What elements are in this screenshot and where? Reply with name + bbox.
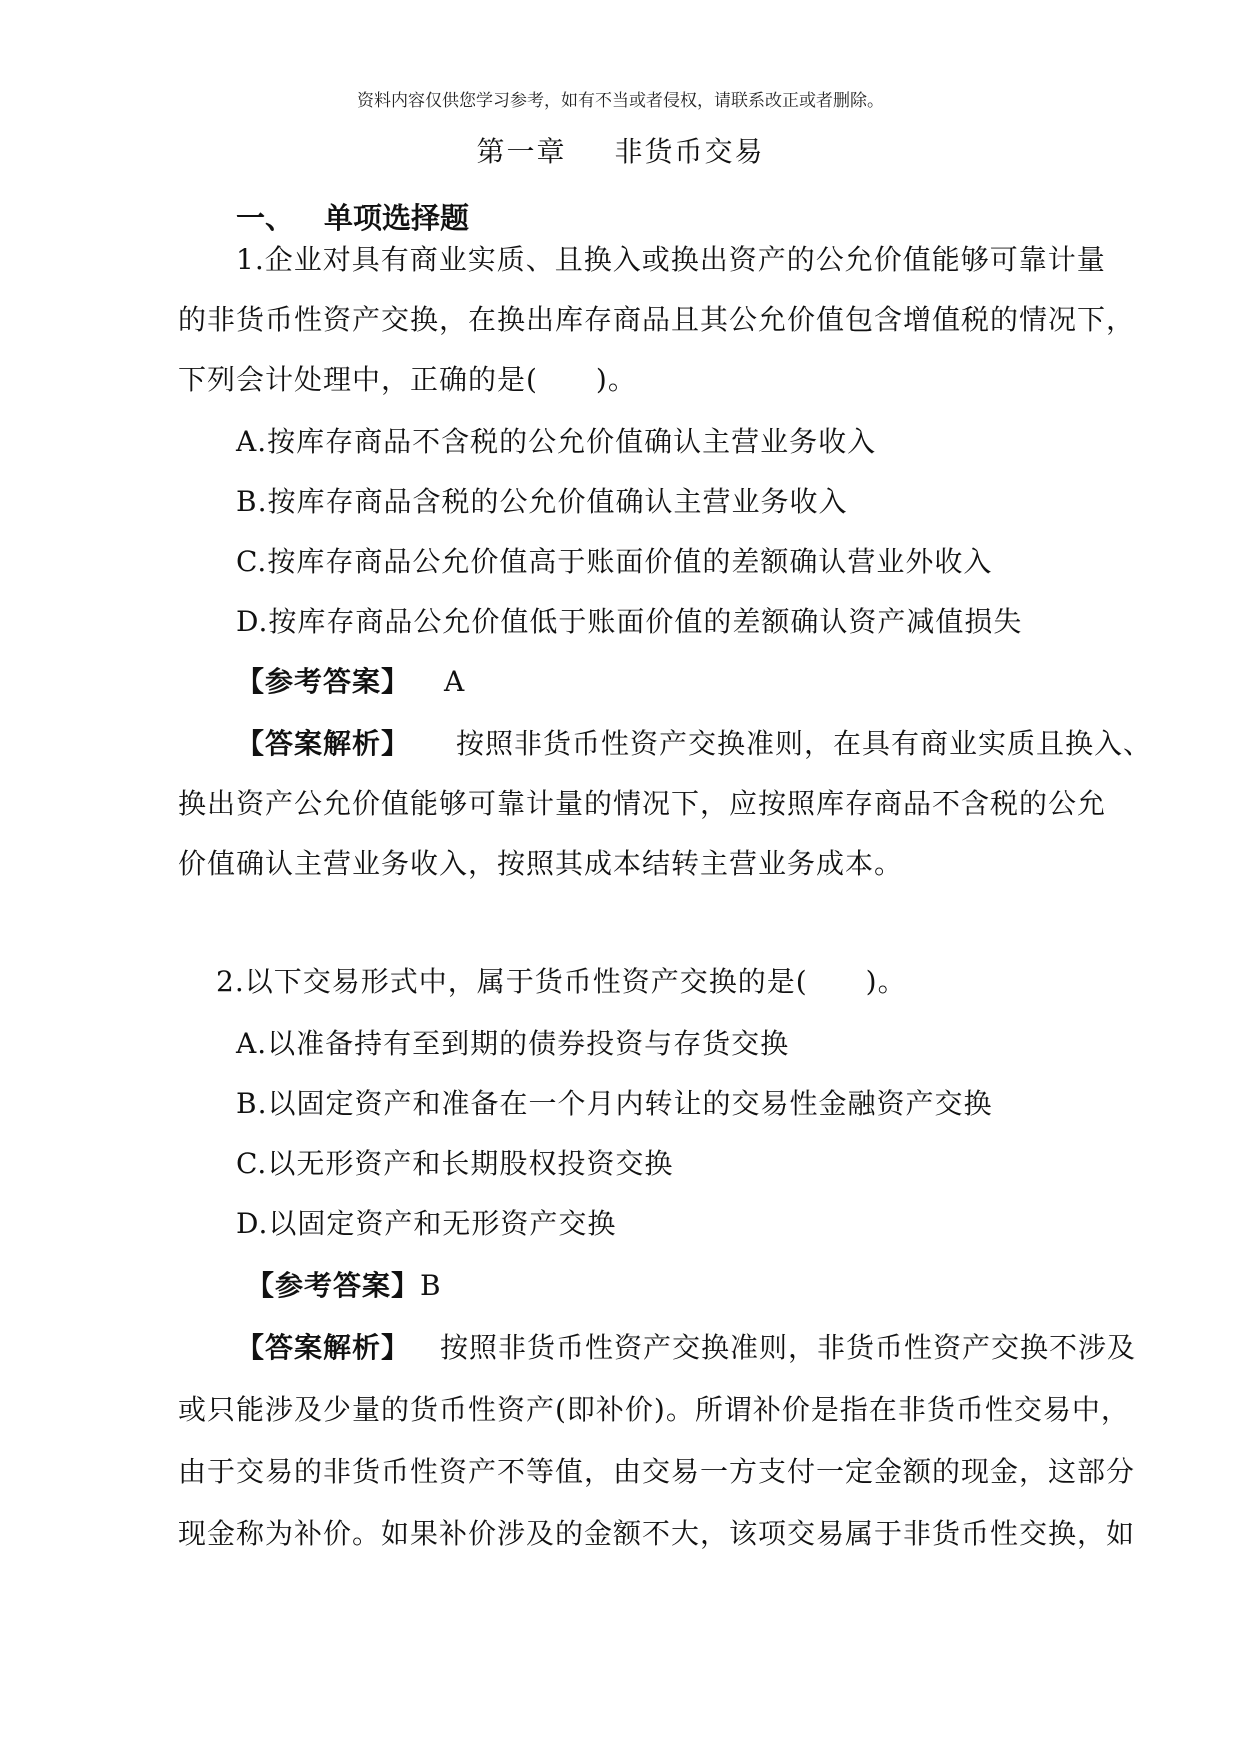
- chapter-number: 第一章: [476, 135, 567, 168]
- answer-label: 【参考答案】: [236, 665, 411, 698]
- option-c: C.以无形资产和长期股权投资交换: [236, 1147, 674, 1180]
- analysis-label: 【答案解析】: [236, 727, 411, 760]
- answer-value: A: [444, 665, 466, 698]
- option-b: B.按库存商品含税的公允价值确认主营业务收入: [236, 485, 848, 518]
- chapter-title: 非货币交易: [614, 135, 765, 168]
- reference-answer: [246, 1264, 442, 1304]
- question-stem-line: 下列会计处理中，正确的是( )。: [178, 363, 637, 396]
- analysis-line: 由于交易的非货币性资产不等值，由交易一方支付一定金额的现金，这部分: [178, 1455, 1136, 1488]
- option-b: B.以固定资产和准备在一个月内转让的交易性金融资产交换: [236, 1087, 993, 1120]
- analysis-line: 按照非货币性资产交换准则，在具有商业实质且换入、: [456, 727, 1153, 760]
- chapter-heading: [0, 130, 1241, 170]
- question-stem-line: 1.企业对具有商业实质、且换入或换出资产的公允价值能够可靠计量: [236, 243, 1106, 276]
- answer-analysis: [236, 722, 1152, 762]
- answer-label: 【参考答案】: [246, 1269, 421, 1302]
- copyright-disclaimer: 资料内容仅供您学习参考，如有不当或者侵权，请联系改正或者删除。: [357, 91, 884, 111]
- section-heading: [236, 196, 469, 237]
- section-number: 一、: [236, 201, 295, 235]
- option-a: A.以准备持有至到期的债券投资与存货交换: [236, 1027, 790, 1060]
- question-stem-line: 的非货币性资产交换，在换出库存商品且其公允价值包含增值税的情况下，: [178, 303, 1136, 336]
- option-c: C.按库存商品公允价值高于账面价值的差额确认营业外收入: [236, 545, 993, 578]
- analysis-line: 按照非货币性资产交换准则，非货币性资产交换不涉及: [440, 1331, 1137, 1364]
- analysis-line: 换出资产公允价值能够可靠计量的情况下，应按照库存商品不含税的公允: [178, 787, 1107, 820]
- section-title: 单项选择题: [324, 201, 470, 235]
- option-d: D.按库存商品公允价值低于账面价值的差额确认资产减值损失: [236, 605, 1023, 638]
- answer-value: B: [420, 1269, 442, 1302]
- analysis-line: 或只能涉及少量的货币性资产(即补价)。所谓补价是指在非货币性交易中，: [178, 1393, 1130, 1426]
- answer-analysis: [236, 1326, 1136, 1366]
- question-stem-line: 2.以下交易形式中，属于货币性资产交换的是( )。: [216, 965, 907, 998]
- analysis-line: 现金称为补价。如果补价涉及的金额不大，该项交易属于非货币性交换，如: [178, 1517, 1136, 1550]
- analysis-label: 【答案解析】: [236, 1331, 411, 1364]
- option-d: D.以固定资产和无形资产交换: [236, 1207, 617, 1240]
- reference-answer: [236, 660, 465, 700]
- option-a: A.按库存商品不含税的公允价值确认主营业务收入: [236, 425, 877, 458]
- analysis-line: 价值确认主营业务收入，按照其成本结转主营业务成本。: [178, 847, 904, 880]
